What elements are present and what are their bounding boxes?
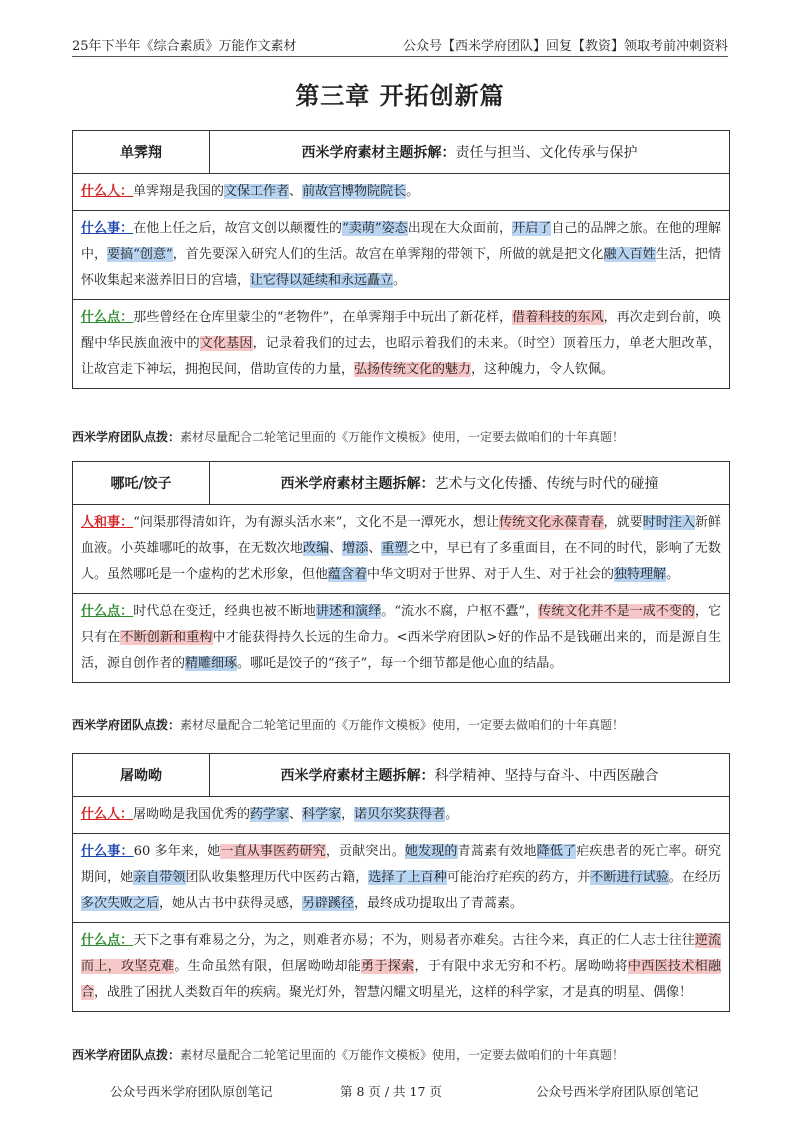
tip-note — [72, 428, 624, 445]
entry-card — [72, 753, 730, 1012]
body-text: 可能治疗疟疾的药方，并 — [446, 870, 591, 885]
body-text: ， — [341, 807, 355, 822]
highlighted-text: 改编 — [303, 541, 330, 556]
highlighted-text: 独特理解 — [614, 567, 667, 582]
chapter-title: 第三章 开拓创新篇 — [295, 82, 505, 110]
highlighted-text: 科学家 — [302, 807, 342, 822]
body-text: 中华文明对于世界、对于人生、对于社会的 — [367, 567, 615, 582]
body-text: 在他上任之后，故宫文创以颠覆性的 — [133, 221, 343, 236]
highlighted-text: 中西医技术相融合 — [81, 959, 721, 1000]
theme-label: 西米学府素材主题拆解： — [280, 476, 435, 492]
highlighted-text: 文保工作者 — [224, 184, 290, 199]
body-text: 自己的品牌之旅。在他的理解中， — [81, 221, 721, 262]
theme-text: 科学精神、坚持与奋斗、中西医融合 — [434, 768, 659, 784]
entry-row — [73, 797, 729, 834]
row-label: 什么点： — [81, 310, 134, 325]
entry-header — [73, 462, 729, 505]
body-text: 出现在大众面前， — [407, 221, 513, 236]
row-label: 什么事： — [81, 844, 134, 859]
row-label: 什么点： — [81, 604, 134, 619]
body-text: ，战胜了困扰人类数百年的疾病。聚光灯外，智慧闪耀文明星光，这样的科学家，才是真的明星、偶像！ — [94, 985, 693, 1000]
entry-theme — [210, 462, 729, 504]
entry-row — [73, 300, 729, 388]
highlighted-text: 降低了 — [536, 844, 577, 859]
body-text: ，于有限中求无穷和不朽。屠呦呦将 — [414, 959, 628, 974]
body-text: 60 多年来，她 — [133, 844, 221, 859]
highlighted-text: 一直从事医药研究 — [220, 844, 326, 859]
entry-card — [72, 461, 730, 683]
body-text: ，它只有在 — [81, 604, 721, 645]
body-text: 、 — [329, 541, 343, 556]
body-text: 。生命虽然有限，但屠呦呦却能 — [174, 959, 362, 974]
row-label: 什么人： — [81, 807, 134, 822]
row-label: 什么人： — [81, 184, 134, 199]
row-label: 什么点： — [81, 933, 134, 948]
entry-row — [73, 174, 729, 211]
entry-name: 单霁翔 — [73, 131, 210, 173]
highlighted-text: 亲自带领 — [133, 870, 186, 885]
body-text: 中才能获得持久长远的生命力。<西米学府团队>好的作品不是钱砸出来的，而是源自生活，源自创作者的 — [81, 630, 721, 671]
highlighted-text: 传统文化并不是一成不变的 — [538, 604, 695, 619]
body-text: 单霁翔是我国的 — [133, 184, 225, 199]
highlighted-text: 要搞“创意” — [107, 247, 173, 262]
highlighted-text: 文化基因 — [199, 336, 253, 351]
body-text: ，记录着我们的过去，也昭示着我们的未来。（时空）顶着压力，单老大胆改革，让故宫走下神坛，拥抱民间，借助宣传的力量， — [81, 336, 721, 377]
footer-right: 公众号西米学府团队原创笔记 — [536, 1084, 699, 1099]
entry-row — [73, 505, 729, 594]
highlighted-text: 融入百姓 — [603, 247, 656, 262]
theme-text: 艺术与文化传播、传统与时代的碰撞 — [434, 476, 659, 492]
header-left: 25年下半年《综合素质》万能作文素材 — [72, 39, 297, 54]
entry-card — [72, 130, 730, 389]
entry-theme — [210, 754, 729, 796]
tip-text: 素材尽量配合二轮笔记里面的《万能作文模板》使用，一定要去做咱们的十年真题！ — [180, 718, 625, 732]
body-text: 屠呦呦是我国优秀的 — [133, 807, 251, 822]
highlighted-text: “卖萌”姿态 — [342, 221, 408, 236]
tip-label: 西米学府团队点拨： — [72, 718, 181, 732]
tip-note — [72, 716, 624, 733]
body-text: ，这种魄力，令人钦佩。 — [471, 362, 615, 377]
highlighted-text: 重塑 — [381, 541, 408, 556]
highlighted-text: 多次失败之后 — [81, 896, 160, 911]
entry-name: 屠呦呦 — [73, 754, 210, 796]
body-text: ，最终成功提取出了青蒿素。 — [354, 896, 524, 911]
highlighted-text: 不断创新和重构 — [120, 630, 213, 645]
highlighted-text: 讲述和演绎 — [315, 604, 382, 619]
body-text: ，她从古书中获得灵感， — [159, 896, 303, 911]
highlighted-text: 勇于探索 — [361, 959, 415, 974]
body-text: ，首先要深入研究人们的生活。故宫在单霁翔的带领下，所做的就是把文化 — [172, 247, 604, 262]
row-label: 什么事： — [81, 221, 134, 236]
body-text: 那些曾经在仓库里蒙尘的“老物件”，在单霁翔手中玩出了新花样， — [133, 310, 513, 325]
entry-row — [73, 211, 729, 300]
entry-header — [73, 131, 729, 174]
tip-label: 西米学府团队点拨： — [72, 430, 181, 444]
body-text: 。 — [406, 184, 420, 199]
body-text: 。 — [445, 807, 459, 822]
tip-note — [72, 1046, 624, 1063]
body-text: 团队收集整理历代中医药古籍， — [185, 870, 369, 885]
body-text: ，贡献突出。 — [325, 844, 405, 859]
highlighted-text: 蕴含着 — [328, 567, 368, 582]
body-text: ，就要 — [603, 515, 643, 530]
theme-text: 责任与担当、文化传承与保护 — [455, 145, 638, 161]
highlighted-text: 不断进行试验 — [590, 870, 669, 885]
tip-text: 素材尽量配合二轮笔记里面的《万能作文模板》使用，一定要去做咱们的十年真题！ — [180, 1048, 625, 1062]
body-text: 。哪吒是饺子的“孩子”，每一个细节都是他心血的结晶。 — [237, 656, 563, 671]
body-text: 、 — [368, 541, 382, 556]
highlighted-text: 精雕细琢 — [185, 656, 238, 671]
entry-row — [73, 594, 729, 682]
body-text: ，再次走到台前，唤醒中华民族血液中的 — [81, 310, 721, 351]
footer-left: 公众号西米学府团队原创笔记 — [110, 1084, 273, 1099]
highlighted-text: 传统文化永葆青春 — [499, 515, 604, 530]
highlighted-text: 另辟蹊径 — [302, 896, 355, 911]
highlighted-text: 借着科技的东风 — [512, 310, 604, 325]
tip-text: 素材尽量配合二轮笔记里面的《万能作文模板》使用，一定要去做咱们的十年真题！ — [180, 430, 625, 444]
body-text: 、 — [289, 807, 303, 822]
body-text: 之中，早已有了多重面目，在不同的时代，影响了无数人。虽然哪吒是一个虚构的艺术形象，但他 — [81, 541, 721, 582]
body-text: 生活，把情怀收集起来滋养旧日的宫墙， — [81, 247, 721, 288]
body-text: 新鲜血液。小英雄哪吒的故事，在无数次地 — [81, 515, 721, 556]
highlighted-text: 前故宫博物院院长 — [302, 184, 407, 199]
body-text: 。 — [393, 273, 407, 288]
page-footer — [0, 1082, 800, 1104]
body-text: 、 — [289, 184, 303, 199]
page-header — [72, 28, 728, 57]
highlighted-text: 诺贝尔奖获得者 — [354, 807, 446, 822]
body-text: 。在经历 — [668, 870, 721, 885]
highlighted-text: 她发现的 — [404, 844, 458, 859]
entry-row — [73, 923, 729, 1011]
row-label: 人和事： — [81, 515, 134, 530]
entry-theme — [210, 131, 729, 173]
theme-label: 西米学府素材主题拆解： — [301, 145, 456, 161]
tip-label: 西米学府团队点拨： — [72, 1048, 181, 1062]
entry-name: 哪吒/饺子 — [73, 462, 210, 504]
body-text: 天下之事有难易之分，为之，则难者亦易；不为，则易者亦难矣。古往今来，真正的仁人志士往往 — [133, 933, 695, 948]
entry-header — [73, 754, 729, 797]
highlighted-text: 药学家 — [250, 807, 290, 822]
entry-row — [73, 834, 729, 923]
page-number: 第 8 页 / 共 17 页 — [340, 1084, 442, 1099]
body-text: 疟疾患者的死亡率。研究期间，她 — [81, 844, 721, 885]
highlighted-text: 选择了上百种 — [368, 870, 447, 885]
highlighted-text: 增添 — [342, 541, 369, 556]
highlighted-text: 时时注入 — [642, 515, 695, 530]
highlighted-text: 弘扬传统文化的魅力 — [354, 362, 472, 377]
body-text: 青蒿素有效地 — [457, 844, 537, 859]
body-text: 时代总在变迁，经典也被不断地 — [133, 604, 316, 619]
highlighted-text: 让它得以延续和永远矗立 — [250, 273, 394, 288]
body-text: “问渠那得清如许，为有源头活水来”，文化不是一潭死水，想让 — [133, 515, 500, 530]
body-text: 。“流水不腐，户枢不蠹”， — [381, 604, 539, 619]
highlighted-text: 逆流而上，攻坚克难 — [81, 933, 721, 974]
header-right: 公众号【西米学府团队】回复【教资】领取考前冲刺资料 — [402, 39, 728, 54]
highlighted-text: 开启了 — [512, 221, 552, 236]
body-text: 。 — [666, 567, 680, 582]
theme-label: 西米学府素材主题拆解： — [280, 768, 435, 784]
